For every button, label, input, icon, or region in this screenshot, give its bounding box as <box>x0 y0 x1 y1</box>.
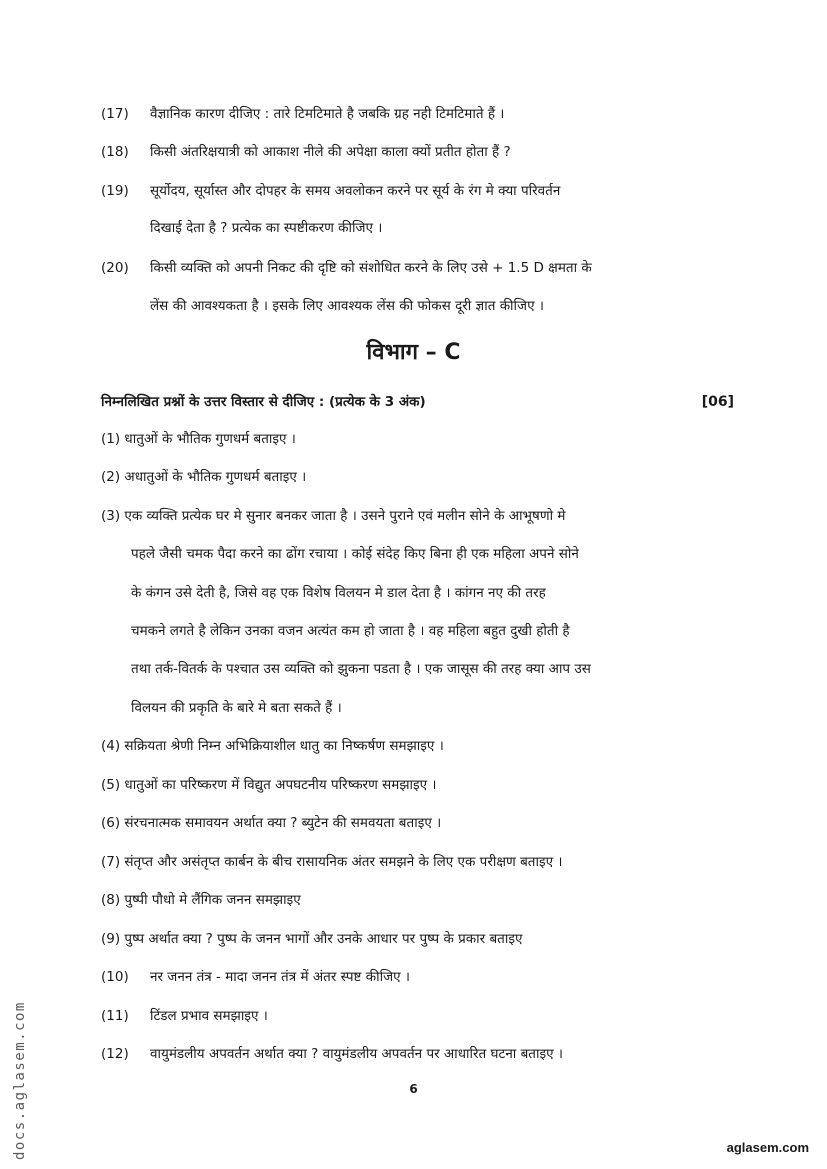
section-marks: [06] <box>701 394 734 410</box>
question-c-7: (7) संतृप्त और असंतृप्त कार्बन के बीच रासायनिक अंतर समझने के लिए एक परीक्षण बताइए । <box>101 854 563 870</box>
question-c-4: (4) सक्रियता श्रेणी निम्न अभिक्रियाशील धातु का निष्कर्षण समझाइए । <box>101 738 444 754</box>
question-text: वायुमंडलीय अपवर्तन अर्थात क्या ? वायुमंडलीय अपवर्तन पर आधारित घटना बताइए । <box>150 1046 563 1062</box>
question-text: विलयन की प्रकृति के बारे मे बता सकते हैं । <box>131 700 342 716</box>
question-number: (20) <box>101 260 129 276</box>
question-number: (19) <box>101 183 129 199</box>
section-heading: विभाग – C <box>366 340 461 365</box>
question-c-9: (9) पुष्प अर्थात क्या ? पुष्प के जनन भागों और उनके आधार पर पुष्प के प्रकार बताइए <box>101 931 523 947</box>
question-text: नर जनन तंत्र - मादा जनन तंत्र में अंतर स्पष्ट कीजिए । <box>150 969 410 985</box>
question-text: (3) एक व्यक्ति प्रत्येक घर मे सुनार बनकर जाता है । उसने पुराने एवं मलीन सोने के आभूषणो मे <box>101 508 566 524</box>
question-text: वैज्ञानिक कारण दीजिए : तारे टिमटिमाते है जबकि ग्रह नही टिमटिमाते हैं । <box>150 106 505 122</box>
question-text: सूर्योदय, सूर्यास्त और दोपहर के समय अवलोकन करने पर सूर्य के रंग मे क्या परिवर्तन <box>150 183 561 199</box>
question-text: तथा तर्क-वितर्क के पश्चात उस व्यक्ति को झुकना पडता है । एक जासूस की तरह क्या आप उस <box>131 661 591 677</box>
question-text: किसी अंतरिक्षयात्री को आकाश नीले की अपेक्षा काला क्यों प्रतीत होता हैं ? <box>150 144 511 160</box>
question-c-1: (1) धातुओं के भौतिक गुणधर्म बताइए । <box>101 431 296 447</box>
question-text: दिखाई देता है ? प्रत्येक का स्पष्टीकरण कीजिए । <box>150 220 383 236</box>
question-text: किसी व्यक्ति को अपनी निकट की दृष्टि को संशोधित करने के लिए उसे + 1.5 D क्षमता के <box>150 260 592 276</box>
question-number: (17) <box>101 106 129 122</box>
question-number: (11) <box>101 1008 129 1024</box>
question-text: के कंगन उसे देती है, जिसे वह एक विशेष विलयन मे डाल देता है । कांगन नए की तरह <box>131 585 546 601</box>
question-number: (12) <box>101 1046 129 1062</box>
question-number: (10) <box>101 969 129 985</box>
question-c-8: (8) पुष्पी पौधो मे लैंगिक जनन समझाइए <box>101 892 301 908</box>
question-text: लेंस की आवश्यकता है । इसके लिए आवश्यक लेंस की फोकस दूरी ज्ञात कीजिए । <box>150 298 544 314</box>
page-number: 6 <box>409 1082 418 1096</box>
section-instruction: निम्नलिखित प्रश्नों के उत्तर विस्तार से दीजिए : (प्रत्येक के 3 अंक) <box>101 394 426 410</box>
question-c-6: (6) संरचनात्मक समावयन अर्थात क्या ? ब्युटेन की समवयता बताइए । <box>101 815 442 831</box>
question-c-5: (5) धातुओं का परिष्करण में विद्युत अपघटनीय परिष्करण समझाइए । <box>101 777 437 793</box>
question-text: पहले जैसी चमक पैदा करने का ढोंग रचाया । कोई संदेह किए बिना ही एक महिला अपने सोने <box>131 546 579 562</box>
side-watermark: docs.aglasem.com <box>12 1001 28 1160</box>
question-text: टिंडल प्रभाव समझाइए । <box>150 1008 268 1024</box>
question-number: (18) <box>101 144 129 160</box>
question-text: चमकने लगते है लेकिन उनका वजन अत्यंत कम हो जाता है । वह महिला बहुत दुखी होती है <box>131 623 570 639</box>
question-c-2: (2) अधातुओं के भौतिक गुणधर्म बताइए । <box>101 469 307 485</box>
footer-watermark: aglasem.com <box>726 1140 809 1155</box>
